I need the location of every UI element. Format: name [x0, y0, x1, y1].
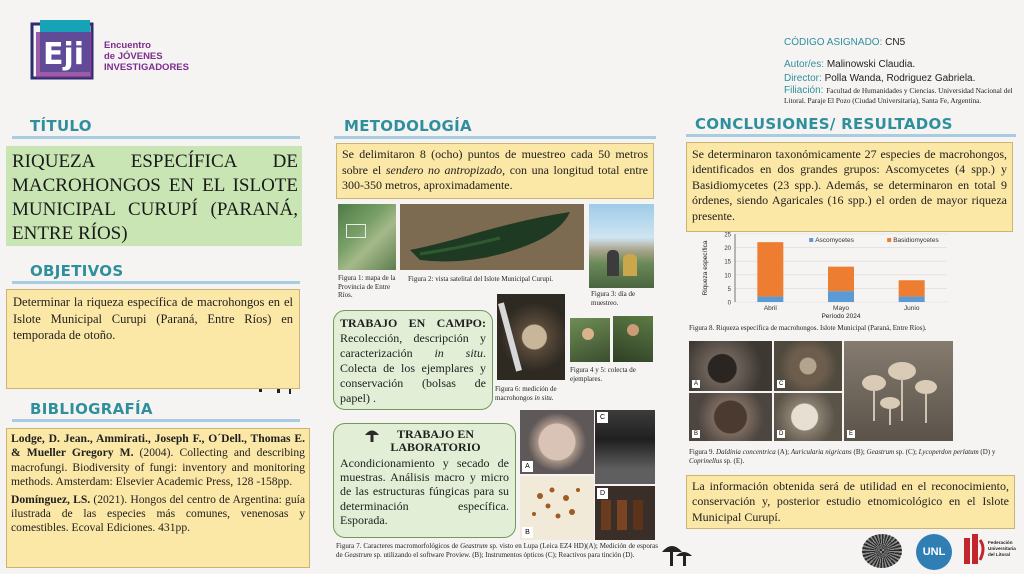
affiliation-line: Filiación: Facultad de Humanidades y Ciencias. Universidad Nacional del Litoral. Paraje El Pozo (Ciudad Universitaria), Santa Fe, Argentina.	[784, 85, 1013, 105]
results-box	[686, 142, 1013, 232]
figure-9-caption: Figura 9. Daldinia concentrica (A); Auricularia nigricans (B); Geastrum sp. (C); Lycoperdon perlatum (D) y Coprinellus sp. (E).	[689, 448, 996, 465]
stereoscope-photo	[520, 410, 594, 474]
bibliography-heading: BIBLIOGRAFÍA	[30, 400, 153, 418]
methodology-heading: METODOLOGÍA	[344, 117, 472, 135]
panel-label-d: D	[779, 431, 784, 437]
bar-basidiomycetes-abril	[757, 242, 783, 296]
eji-logo-icon	[30, 18, 102, 84]
microscope-photo	[595, 410, 655, 484]
mushroom-icon	[660, 540, 694, 568]
bar-ascomycetes-mayo	[828, 291, 854, 302]
sampling-day-photo	[589, 204, 654, 288]
bar-ascomycetes-junio	[899, 297, 925, 302]
objectives-heading: OBJETIVOS	[30, 262, 124, 280]
legend-label: Basidiomycetes	[893, 237, 939, 244]
poster-info	[784, 36, 1020, 106]
collection-photo-2	[613, 316, 653, 362]
collection-photo-1	[570, 318, 610, 362]
title-heading: TÍTULO	[30, 117, 92, 135]
mushroom-icon	[364, 428, 380, 442]
panel-label-c: C	[779, 381, 784, 387]
logo-line-2: de JÓVENES	[104, 51, 163, 62]
logo-line-3: INVESTIGADORES	[104, 62, 189, 73]
panel-label-b: B	[522, 527, 533, 538]
satellite-image	[400, 204, 584, 270]
panel-label-c: C	[597, 412, 608, 423]
panel-label-b: B	[694, 431, 699, 437]
logo-mark: Eji	[43, 37, 85, 72]
auricularia-photo	[689, 393, 772, 441]
legend-swatch	[809, 238, 813, 242]
x-axis-label: Período 2024	[821, 313, 861, 320]
objectives-box	[6, 289, 300, 389]
species-richness-chart	[697, 228, 957, 320]
figure-2-caption: Figura 2: vista satelital del Islote Municipal Curupí.	[408, 275, 554, 283]
poster-title: RIQUEZA ESPECÍFICA DE MACROHONGOS EN EL ISLOTE MUNICIPAL CURUPÍ (PARANÁ, ENTRE RÍOS)	[12, 151, 298, 244]
bibliography-entry-1: Lodge, D. Jean., Ammirati., Joseph F., O´Dell., Thomas E. & Mueller Gregory M. (2004). Collecting and describing macrofungi. Biodiversity of fungi: inventory and monitoring methods. Amsterdam: Elsevier Academic Press, 128 -158pp.	[11, 432, 305, 489]
mushroom-photo-panel	[689, 341, 953, 441]
bar-ascomycetes-abril	[757, 297, 783, 302]
figure-1-caption: Figura 1: mapa de la Provincia de Entre Ríos.	[338, 274, 396, 299]
federation-emblem-icon	[962, 534, 986, 566]
event-logo	[30, 18, 200, 88]
title-box	[6, 146, 302, 246]
lab-work-text: Acondicionamiento y secado de muestras. Análisis macro y micro de las estructuras fúngicas para su determinación específica. Esporada.	[340, 456, 509, 527]
y-tick-label: 0	[727, 300, 731, 307]
reagents-photo	[595, 486, 655, 540]
bar-basidiomycetes-mayo	[828, 267, 854, 291]
legend-label: Ascomycetes	[815, 237, 854, 244]
in-situ-measurement-photo	[497, 294, 565, 380]
bibliography-box	[6, 428, 310, 568]
logo-line-1: Encuentro	[104, 40, 151, 51]
figure-4-5-caption: Figura 4 y 5: colecta de ejemplares.	[570, 366, 636, 383]
figure-7-caption: Figura 7. Caracteres macromorfológicos de Geastrum sp. visto en Lupa (Leica EZ4 HD)(A); Medición de esporas de Geastrum sp. utilizando el software Proview. (B); Instrumentos ópticos (C); Reactivos para tinción (D).	[336, 542, 658, 559]
map-image	[338, 204, 396, 270]
lab-work-box	[333, 423, 516, 538]
x-tick-label: Abril	[763, 305, 777, 312]
field-work-title: TRABAJO EN CAMPO:	[340, 316, 486, 330]
figure-3-caption: Figura 3: día de muestreo.	[591, 290, 636, 307]
authors-line: Autor/es: Malinowski Claudia.	[784, 59, 916, 70]
legend-swatch	[887, 238, 891, 242]
methodology-box: Se delimitaron 8 (ocho) puntos de muestreo cada 50 metros sobre el sendero no antropizado, con una longitud total entre 300-350 metros, aproximadamente.	[336, 143, 654, 199]
bar-basidiomycetes-junio	[899, 280, 925, 296]
objectives-text: Determinar la riqueza específica de macrohongos en el Islote Municipal Curupi (Paraná, Entre Ríos) en temporada de otoño.	[13, 295, 293, 342]
unl-logo: UNL	[916, 534, 952, 570]
conclusion-text: La información obtenida será de utilidad en el reconocimiento, conservación y, posterior estudio etnomicológico en el Islote Municipal Curupí.	[692, 479, 1009, 524]
x-tick-label: Junio	[903, 305, 920, 312]
panel-label-a: A	[522, 461, 533, 472]
results-heading: CONCLUSIONES/ RESULTADOS	[695, 115, 953, 133]
director-line: Director: Polla Wanda, Rodriguez Gabriela.	[784, 73, 976, 84]
coprinellus-photo	[844, 341, 953, 441]
daldinia-photo	[689, 341, 772, 391]
lycoperdon-photo	[774, 393, 842, 441]
y-axis-label: Riqueza específica	[702, 240, 709, 296]
y-tick-label: 10	[724, 273, 731, 280]
panel-label-a: A	[694, 381, 699, 387]
x-tick-label: Mayo	[833, 305, 849, 312]
panel-label-e: E	[849, 431, 854, 437]
lab-work-title: TRABAJO EN LABORATORIO	[390, 427, 481, 454]
panel-label-d: D	[597, 488, 608, 499]
federation-logo: Federación Universitaria del Litoral	[962, 532, 1018, 570]
code-line: CÓDIGO ASIGNADO: CN5	[784, 37, 906, 48]
mushroom-gill-logo	[862, 534, 902, 568]
y-tick-label: 20	[724, 246, 731, 253]
bibliography-entry-2: Domínguez, LS. (2021). Hongos del centro de Argentina: guía ilustrada de las especies más comunes, venenosas y comestibles. Ecoval Ediciones. 431pp.	[11, 492, 305, 535]
y-tick-label: 5	[727, 286, 731, 293]
conclusion-box	[686, 475, 1015, 529]
spore-measurement-image	[520, 476, 594, 540]
figure-8-caption: Figura 8. Riqueza específica de macrohongos. Islote Municipal (Paraná, Entre Ríos).	[689, 324, 927, 332]
geastrum-photo	[774, 341, 842, 391]
field-work-box: TRABAJO EN CAMPO: Recolección, descripción y caracterización in situ. Colecta de los ejemplares y conservación (bolsas de papel) .	[333, 310, 493, 410]
results-text: Se determinaron taxonómicamente 27 especies de macrohongos, identificados en dos grandes grupos: Ascomycetes (4 spp.) y Basidiomycetes (23 spp.). Además, se determinaron en total 9 órdenes, siendo Agaricales (16 spp.) el orden de mayor riqueza presente.	[692, 147, 1007, 223]
y-tick-label: 25	[724, 232, 731, 239]
figure-6-caption: Figura 6: medición de macrohongos in situ.	[495, 385, 557, 402]
y-tick-label: 15	[724, 259, 731, 266]
